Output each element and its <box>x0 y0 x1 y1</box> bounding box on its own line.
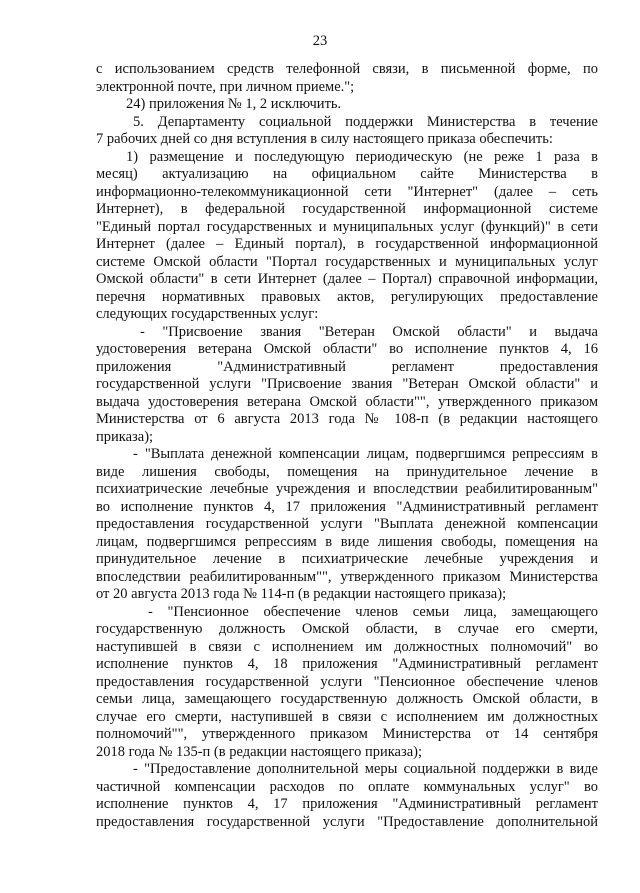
text-line: удостоверения ветерана Омской области" во исполнение пунктов 4, 16 <box>96 341 598 357</box>
text-line: психиатрические лечебные учреждения и впоследствии реабилитированным" <box>96 481 598 497</box>
text-line: "Единый портал государственных и муниципальных услуг (функций)" в сети <box>96 218 598 235</box>
text-line: во исполнение пунктов 4, 17 приложения "Административный регламент <box>96 498 598 515</box>
text-line: полномочий"", утвержденного приказом Министерства от 14 сентября <box>96 726 598 742</box>
text-line: приложения "Административный регламент предоставления <box>96 358 598 375</box>
text-line: государственную должность Омской области, в случае его смерти, <box>96 621 598 637</box>
text-line: Министерства от 6 августа 2013 года № 108-п (в редакции настоящего <box>96 411 598 427</box>
text-line: с использованием средств телефонной связи, в письменной форме, по <box>96 61 598 77</box>
text-line: 24) приложения № 1, 2 исключить. <box>126 96 342 112</box>
text-line: исполнение пунктов 4, 17 приложения "Административный регламент <box>96 796 598 812</box>
text-line: выдача удостоверения ветерана Омской области"", утвержденного приказом <box>96 393 598 410</box>
text-line: Интернет), в федеральной государственной информационной системе <box>96 201 598 217</box>
text-line: исполнение пунктов 4, 18 приложения "Административный регламент <box>96 656 598 672</box>
text-line: месяц) актуализацию на официальном сайте Министерства в <box>96 166 598 182</box>
text-line: системе Омской области "Портал государственных и муниципальных услуг <box>96 253 598 270</box>
text-line: впоследствии реабилитированным"", утвержденного приказом Министерства <box>96 568 598 585</box>
text-line: 2018 года № 135-п (в редакции настоящего приказа); <box>96 743 422 760</box>
text-line: виде лишения свободы, помещения на принудительное лечение в <box>96 463 598 480</box>
text-line: предоставления государственной услуги "Предоставление дополнительной <box>96 813 598 830</box>
text-line: - "Выплата денежной компенсации лицам, подвергшимся репрессиям в <box>133 446 598 462</box>
text-line: 7 рабочих дней со дня вступления в силу настоящего приказа обеспечить: <box>96 131 553 147</box>
text-line: приказа); <box>96 428 154 445</box>
text-line: - "Пенсионное обеспечение членов семьи лица, замещающего <box>148 603 598 620</box>
text-line: - "Присвоение звания "Ветеран Омской области" и выдача <box>140 323 598 340</box>
text-line: государственной услуги "Присвоение звания "Ветеран Омской области" и <box>96 376 598 392</box>
text-line: предоставления государственной услуги "Выплата денежной компенсации <box>96 516 598 532</box>
text-line: семьи лица, замещающего государственную должность Омской области, в <box>96 691 598 707</box>
text-line: перечня нормативных правовых актов, регулирующих предоставление <box>96 288 598 305</box>
text-line: предоставления государственной услуги "Пенсионное обеспечение членов <box>96 673 598 690</box>
text-line: лицам, подвергшимся репрессиям в виде лишения свободы, помещения на <box>96 533 598 550</box>
text-line: электронной почте, при личном приеме."; <box>96 78 355 95</box>
text-line: 1) размещение и последующую периодическую (не реже 1 раза в <box>126 148 598 165</box>
text-line: наступившей в связи с исполнением им должностных полномочий" во <box>96 638 598 655</box>
text-line: Интернет (далее – Единый портал), в государственной информационной <box>96 236 598 252</box>
text-line: - "Предоставление дополнительной меры социальной поддержки в виде <box>133 761 598 777</box>
text-line: случае его смерти, наступившей в связи с исполнением им должностных <box>96 708 598 725</box>
text-line: принудительное лечение в психиатрические лечебные учреждения и <box>96 551 598 567</box>
text-line: от 20 августа 2013 года № 114-п (в редакции настоящего приказа); <box>96 586 507 602</box>
text-line: следующих государственных услуг: <box>96 306 319 322</box>
text-line: 5. Департаменту социальной поддержки Министерства в течение <box>133 113 598 130</box>
page-number: 23 <box>312 33 328 49</box>
text-line: информационно-телекоммуникационной сети "Интернет" (далее – сеть <box>96 183 598 200</box>
text-line: Омской области" в сети Интернет (далее – Портал) справочной информации, <box>96 271 598 287</box>
text-line: частичной компенсации расходов по оплате коммунальных услуг" во <box>96 778 598 795</box>
document-body <box>96 61 598 831</box>
